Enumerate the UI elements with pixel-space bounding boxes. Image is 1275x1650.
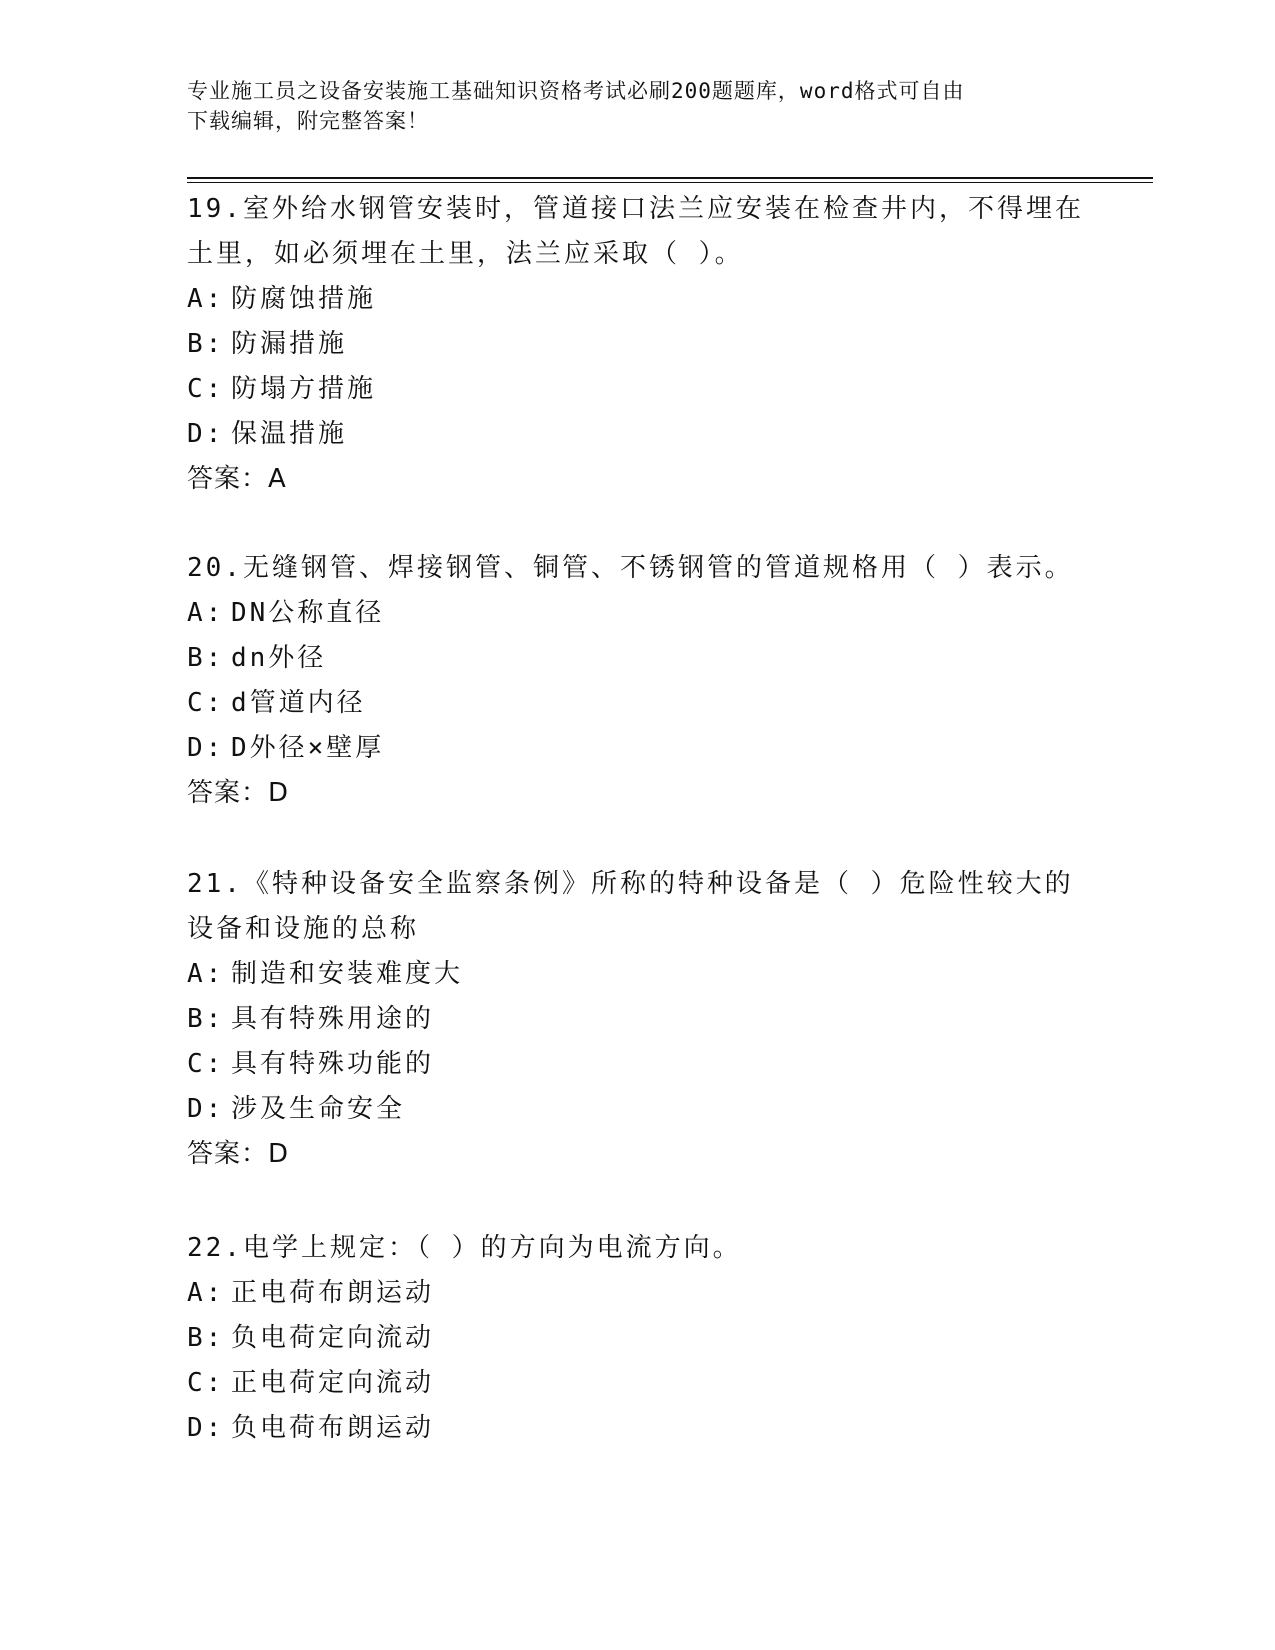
option-text: 具有特殊用途的 (231, 1004, 435, 1034)
answer: 答案：D (187, 778, 290, 808)
option-text: 保温措施 (231, 419, 348, 449)
option-letter: A: (187, 598, 225, 628)
option-b (187, 997, 1087, 1042)
option-text: 防腐蚀措施 (231, 284, 377, 314)
option-text: dn外径 (231, 643, 327, 673)
option-letter: C: (187, 1368, 225, 1398)
option-a (187, 277, 1087, 322)
option-letter: A: (187, 284, 225, 314)
header-line-1: 专业施工员之设备安装施工基础知识资格考试必刷200题题库，word格式可自由 (187, 79, 965, 103)
option-letter: C: (187, 1049, 225, 1079)
option-c (187, 1361, 1087, 1406)
question-22 (187, 1226, 1087, 1451)
question-19 (187, 187, 1087, 502)
question-stem-line-1: 19.室外给水钢管安装时，管道接口法兰应安装在检查井内，不得埋在 (187, 194, 1084, 224)
option-d (187, 726, 1087, 771)
option-b (187, 1316, 1087, 1361)
option-d (187, 412, 1087, 457)
option-d (187, 1087, 1087, 1132)
option-text: 涉及生命安全 (231, 1094, 406, 1124)
option-a (187, 952, 1087, 997)
option-d (187, 1406, 1087, 1451)
option-text: 防塌方措施 (231, 374, 377, 404)
option-letter: D: (187, 1094, 225, 1124)
option-letter: D: (187, 419, 225, 449)
header-divider-thin (187, 182, 1153, 183)
option-letter: C: (187, 688, 225, 718)
question-20 (187, 546, 1087, 816)
option-c (187, 1042, 1087, 1087)
header-divider-thick (187, 177, 1153, 179)
option-text: 负电荷布朗运动 (231, 1413, 435, 1443)
option-letter: A: (187, 1278, 225, 1308)
option-b (187, 322, 1087, 367)
option-text: DN公称直径 (231, 598, 385, 628)
question-stem-line-1: 22.电学上规定：（ ）的方向为电流方向。 (187, 1233, 742, 1263)
option-letter: B: (187, 1323, 225, 1353)
option-letter: B: (187, 329, 225, 359)
question-stem-line-1: 20.无缝钢管、焊接钢管、铜管、不锈钢管的管道规格用（ ）表示。 (187, 553, 1074, 583)
option-text: D外径×壁厚 (231, 733, 385, 763)
option-text: 正电荷布朗运动 (231, 1278, 435, 1308)
document-header (187, 76, 1067, 136)
option-letter: A: (187, 959, 225, 989)
question-stem-line-2: 土里，如必须埋在土里，法兰应采取（ ）。 (187, 239, 744, 269)
question-stem-line-2: 设备和设施的总称 (187, 914, 420, 944)
option-c (187, 367, 1087, 412)
option-text: 正电荷定向流动 (231, 1368, 435, 1398)
question-stem-line-1: 21.《特种设备安全监察条例》所称的特种设备是（ ）危险性较大的 (187, 869, 1074, 899)
answer: 答案：D (187, 1139, 290, 1169)
option-c (187, 681, 1087, 726)
option-letter: D: (187, 733, 225, 763)
option-b (187, 636, 1087, 681)
option-text: 负电荷定向流动 (231, 1323, 435, 1353)
header-line-2: 下载编辑，附完整答案！ (187, 109, 429, 133)
answer: 答案：A (187, 464, 287, 494)
option-letter: B: (187, 643, 225, 673)
option-letter: D: (187, 1413, 225, 1443)
option-letter: C: (187, 374, 225, 404)
option-text: d管道内径 (231, 688, 366, 718)
option-text: 制造和安装难度大 (231, 959, 464, 989)
option-text: 具有特殊功能的 (231, 1049, 435, 1079)
option-a (187, 591, 1087, 636)
option-letter: B: (187, 1004, 225, 1034)
option-text: 防漏措施 (231, 329, 348, 359)
option-a (187, 1271, 1087, 1316)
question-21 (187, 862, 1087, 1177)
